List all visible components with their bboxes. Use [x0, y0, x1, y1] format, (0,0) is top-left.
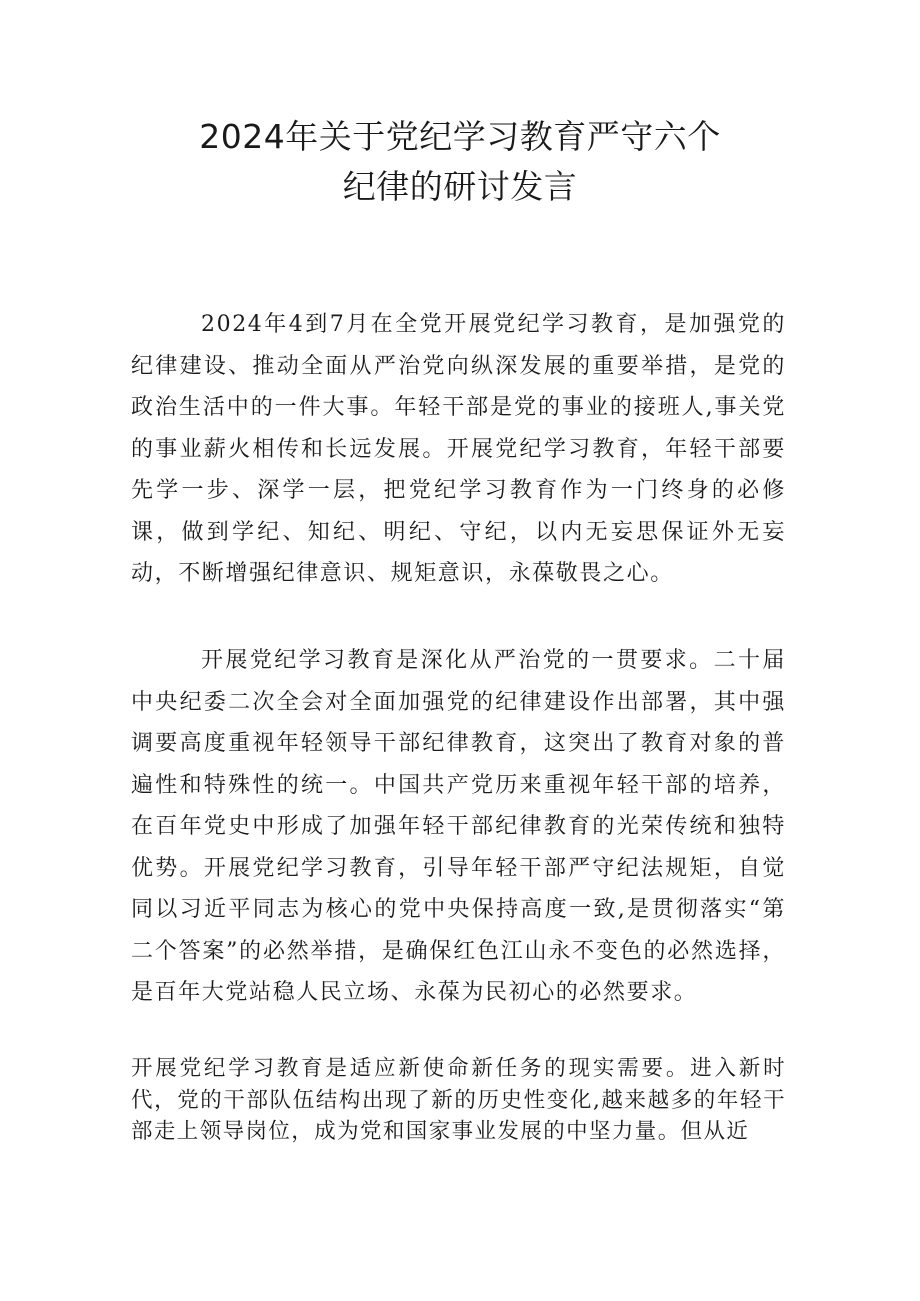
paragraph-3: 开展党纪学习教育是适应新使命新任务的现实需要。进入新时代，党的干部队伍结构出现了新的历史性变化,越来越多的年轻干部走上领导岗位，成为党和国家事业发展的中坚力量。但从近 — [131, 1056, 786, 1144]
title-line-1: 2024年关于党纪学习教育严守六个 — [199, 117, 721, 156]
paragraph-2: 开展党纪学习教育是深化从严治党的一贯要求。二十届中央纪委二次全会对全面加强党的纪律建设作出部署，其中强调要高度重视年轻领导干部纪律教育，这突出了教育对象的普遍性和特殊性的统一。中国共产党历来重视年轻干部的培养，在百年党史中形成了加强年轻干部纪律教育的光荣传统和独特优势。开展党纪学习教育，引导年轻干部严守纪法规矩，自觉同以习近平同志为核心的党中央保持高度一致,是贯彻落实“第二个答案”的必然举措，是确保红色江山永不变色的必然选择，是百年大党站稳人民立场、永葆为民初心的必然要求。 — [131, 648, 786, 1005]
title-line-2: 纪律的研讨发言 — [342, 167, 578, 206]
document-title — [100, 112, 820, 212]
paragraph-1: 2024年4到7月在全党开展党纪学习教育，是加强党的纪律建设、推动全面从严治党向纵深发展的重要举措，是党的政治生活中的一件大事。年轻干部是党的事业的接班人,事关党的事业薪火相传和长远发展。开展党纪学习教育，年轻干部要先学一步、深学一层，把党纪学习教育作为一门终身的必修课，做到学纪、知纪、明纪、守纪，以内无妄思保证外无妄动，不断增强纪律意识、规矩意识，永葆敬畏之心。 — [131, 312, 786, 586]
